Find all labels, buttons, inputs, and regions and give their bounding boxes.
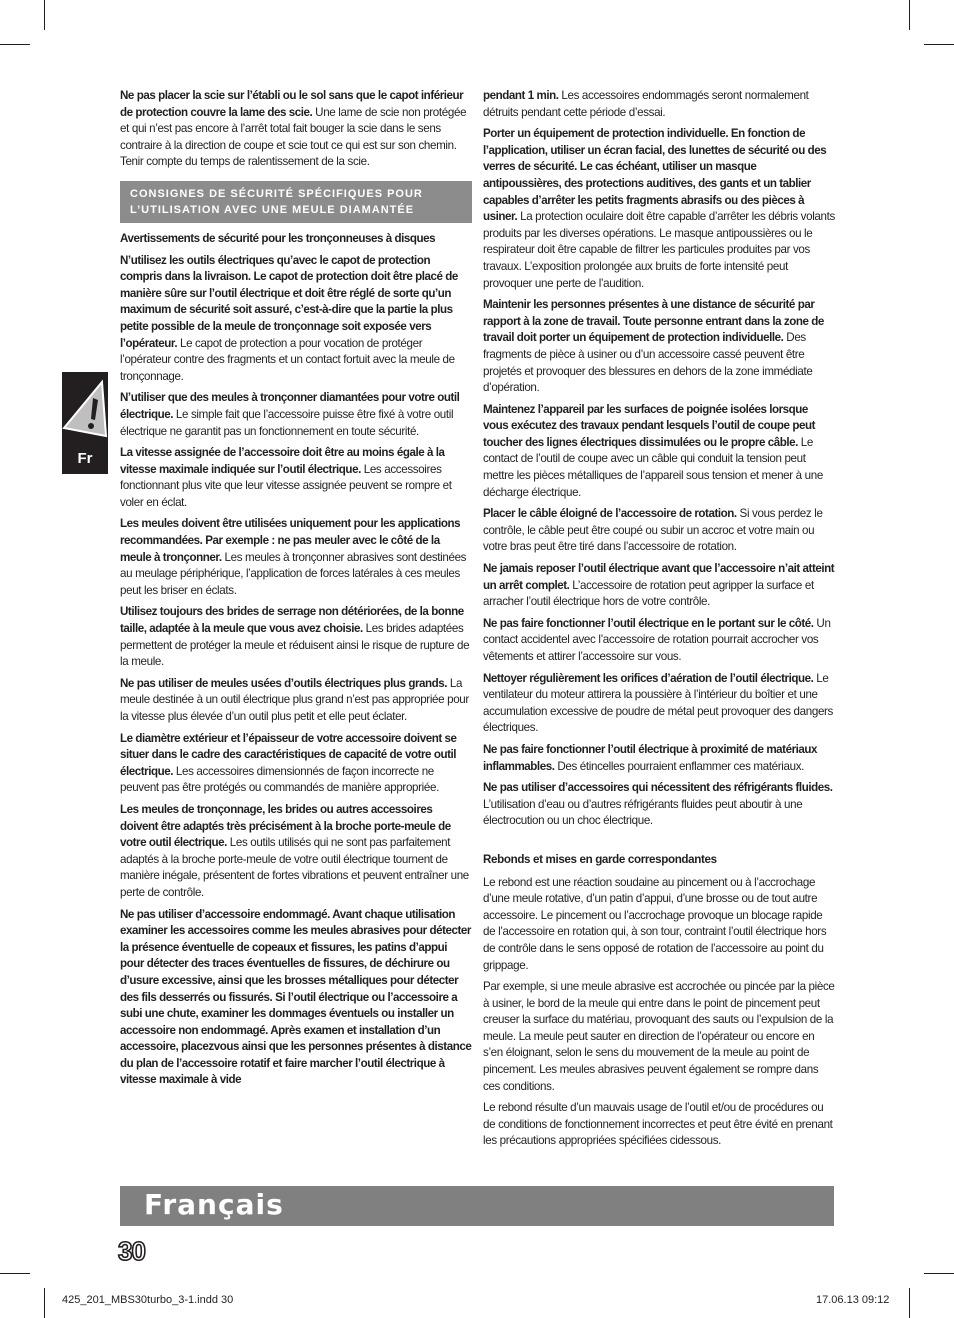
language-code: Fr xyxy=(77,450,93,467)
kickback-paragraph: Le rebond résulte d’un mauvais usage de l’outil et/ou de procédures ou de conditions de fonctionnement incorrectes et peut être évité en prenant les précautions appropriées spécifiées cidessous. xyxy=(483,1101,833,1148)
crop-mark-top-left-v xyxy=(44,0,45,30)
kickback-paragraph: Par exemple, si une meule abrasive est accrochée ou pincée par la pièce à usiner, le bord de la meule qui entre dans le point de pincement peut creuser la surface du matériau, provoquant des sauts ou l’expulsion de la meule. La meule peut sauter en direction de l’opérateur ou encore en s’en éloignant, selon le sens du mouvement de la meule au point de pincement. Les meules abrasives peuvent également se rompre dans ces conditions. xyxy=(483,980,835,1093)
safety-item: Nettoyer régulièrement les orifices d’aération de l’outil électrique. Le ventilateur du moteur attirera la poussière à l’intérieur du boîtier et une accumulation excessive de poudre de métal peut provoquer des dangers électriques. xyxy=(483,671,834,735)
safety-item: N’utilisez les outils électriques qu’avec le capot de protection compris dans la livraison. Le capot de protection doit être placé de manière sûre sur l’outil électrique et doit être réglé de sorte qu’un maximum de sécurité soit assuré, c’est-à-dire que la partie la plus petite possible de la meule de tronçonnage soit exposée vers l’opérateur. Le capot de protection a pour vocation de protéger l’opérateur contre des fragments et un contact fortuit avec la meule de tronçonnage. xyxy=(120,253,458,383)
warning-side-tab xyxy=(62,372,108,474)
crop-mark-top-right-v xyxy=(909,0,910,30)
crop-mark-bottom-right-v xyxy=(909,1288,910,1318)
safety-item: Maintenir les personnes présentes à une distance de sécurité par rapport à la zone de travail. Toute personne entrant dans la zone de travail doit porter un équipement de protection individuelle. Des fragments de pièce à usiner ou d’un accessoire cassé peuvent être projetés et provoquer des blessures en dehors de la zone immédiate d’opération. xyxy=(483,298,824,395)
left-column xyxy=(120,88,472,1094)
safety-item: pendant 1 min. Les accessoires endommagés seront normalement détruits pendant cette période d’essai. xyxy=(483,89,809,119)
safety-item: Ne pas utiliser de meules usées d’outils électriques plus grands. La meule destinée à un outil électrique plus grand n’est pas appropriée pour la vitesse plus élevée d’un outil plus petit et elle peut éclater. xyxy=(120,676,469,723)
safety-item: Les meules doivent être utilisées uniquement pour les applications recommandées. Par exemple : ne pas meuler avec le côté de la meule à tronçonner. Les meules à tronçonner abrasives sont destinées au meulage périphérique, l’application de forces latérales à ces meules peut les briser en éclats. xyxy=(120,517,467,597)
safety-item: Ne jamais reposer l’outil électrique avant que l’accessoire n’ait atteint un arrêt complet. L’accessoire de rotation peut agripper la surface et arracher l’outil électrique hors de votre contrôle. xyxy=(483,562,835,609)
safety-item: Maintenez l’appareil par les surfaces de poignée isolées lorsque vous exécutez des travaux pendant lesquels l’outil de coupe peut toucher des lignes électriques dissimulées ou le propre câble. Le contact de l’outil de coupe avec un câble qui conduit la tension peut mettre les pièces métalliques de l’appareil sous tension et mener à une décharge électrique. xyxy=(483,402,823,499)
crop-mark-top-right-h xyxy=(924,44,954,45)
footer-file: 425_201_MBS30turbo_3-1.indd 30 xyxy=(62,1294,234,1306)
footer-timestamp: 17.06.13 09:12 xyxy=(816,1294,890,1306)
safety-item: Placer le câble éloigné de l’accessoire de rotation. Si vous perdez le contrôle, le câble peut être coupé ou subir un accroc et votre main ou votre bras peut être tiré dans l’accessoire de rotation. xyxy=(483,507,823,554)
section-heading: CONSIGNES DE SÉCURITÉ SPÉCIFIQUES POUR L’UTILISATION AVEC UNE MEULE DIAMANTÉE xyxy=(120,181,472,223)
safety-item: Les meules de tronçonnage, les brides ou autres accessoires doivent être adaptés très précisément à la broche porte-meule de votre outil électrique. Les outils utilisés qui ne sont pas parfaitement adaptés à la broche porte-meule de votre outil électrique tournent de manière inégale, présentent de fortes vibrations et peuvent entraîner une perte de contrôle. xyxy=(120,802,469,899)
safety-item: Ne pas faire fonctionner l’outil électrique à proximité de matériaux inflammables. Des étincelles pourraient enflammer ces matériaux. xyxy=(483,742,818,773)
language-title: Français xyxy=(144,1188,284,1221)
kickback-subheading: Rebonds et mises en garde correspondantes xyxy=(483,852,717,866)
crop-mark-top-left-h xyxy=(0,44,30,45)
safety-item: Ne pas utiliser d’accessoire endommagé. Avant chaque utilisation examiner les accessoires comme les meules abrasives pour détecter la présence éventuelle de copeaux et fissures, les patins d’appui pour détecter des traces éventuelles de fissures, de déchirure ou d’usure excessive, ainsi que les brosses métalliques pour détecter des fils desserrés ou fissurés. Si l’outil électrique ou l’accessoire a subi une chute, examiner les dommages éventuels ou installer un accessoire non endommagé. Après examen et installation d’un accessoire, placezvous ainsi que les personnes présentes à distance du plan de l’accessoire rotatif et faire marcher l’outil électrique à vitesse maximale à vide xyxy=(120,907,472,1087)
safety-item: La vitesse assignée de l’accessoire doit être au moins égale à la vitesse maximale indiquée sur l’outil électrique. Les accessoires fonctionnant plus vite que leur vitesse assignée peuvent se rompre et voler en éclat. xyxy=(120,446,452,509)
kickback-paragraph: Le rebond est une réaction soudaine au pincement ou à l’accrochage d’une meule rotative, d’un patin d’appui, d’une brosse ou de tout autre accessoire. Le pincement ou l’accrochage provoque un blocage rapide de l’accessoire en rotation qui, à son tour, contraint l’outil électrique hors de contrôle dans le sens opposé de rotation de l’accessoire au point du grippage. xyxy=(483,875,827,972)
safety-item: N’utiliser que des meules à tronçonner diamantées pour votre outil électrique. Le simple fait que l’accessoire puisse être fixé à votre outil électrique ne garantit pas un fonctionnement en toute sécurité. xyxy=(120,391,460,438)
right-column xyxy=(483,88,835,1155)
crop-mark-bottom-left-v xyxy=(44,1288,45,1318)
safety-item: Ne pas faire fonctionner l’outil électrique en le portant sur le côté. Un contact accidentel avec l’accessoire de rotation pourrait accrocher vos vêtements et attirer l’accessoire sur vous. xyxy=(483,616,831,663)
crop-mark-bottom-left-h xyxy=(0,1273,30,1274)
safety-item: Utilisez toujours des brides de serrage non détériorées, de la bonne taille, adaptée à la meule que vous avez choisie. Les brides adaptées permettent de protéger la meule et réduisent ainsi le risque de rupture de la meule. xyxy=(120,605,470,669)
intro-paragraph: Ne pas placer la scie sur l’établi ou le sol sans que le capot inférieur de protection couvre la lame des scie. Une lame de scie non protégée et qui n’est pas encore à l’arrêt total fait bouger la scie dans le sens contraire à la direction de coupe et scie tout ce qui est sur son chemin. Tenir compte du temps de ralentissement de la scie. xyxy=(120,89,467,169)
safety-item: Porter un équipement de protection individuelle. En fonction de l’application, utiliser un écran facial, des lunettes de sécurité ou des verres de sécurité. Le cas échéant, utiliser un masque antipoussières, des protections auditives, des gants et un tablier capables d’arrêter les petits fragments abrasifs ou des pièces à usiner. La protection oculaire doit être capable d’arrêter les débris volants produits par les diverses opérations. Le masque antipoussières ou le respirateur doit être capable de filtrer les particules produites par vos travaux. L’exposition prolongée aux bruits de forte intensité peut provoquer une perte de l’audition. xyxy=(483,127,835,290)
subheading: Avertissements de sécurité pour les tronçonneuses à disques xyxy=(120,231,436,245)
page-number: 30 xyxy=(118,1236,145,1266)
safety-item: Ne pas utiliser d’accessoires qui nécessitent des réfrigérants fluides. L’utilisation d’eau ou d’autres réfrigérants fluides peut aboutir à une électrocution ou un choc électrique. xyxy=(483,781,833,828)
warning-triangle-icon xyxy=(62,378,108,444)
crop-mark-bottom-right-h xyxy=(924,1273,954,1274)
language-band xyxy=(120,1186,834,1226)
safety-item: Le diamètre extérieur et l’épaisseur de votre accessoire doivent se situer dans le cadre des caractéristiques de capacité de votre outil électrique. Les accessoires dimensionnés de façon incorrecte ne peuvent pas être protégés ou commandés de manière appropriée. xyxy=(120,731,457,795)
